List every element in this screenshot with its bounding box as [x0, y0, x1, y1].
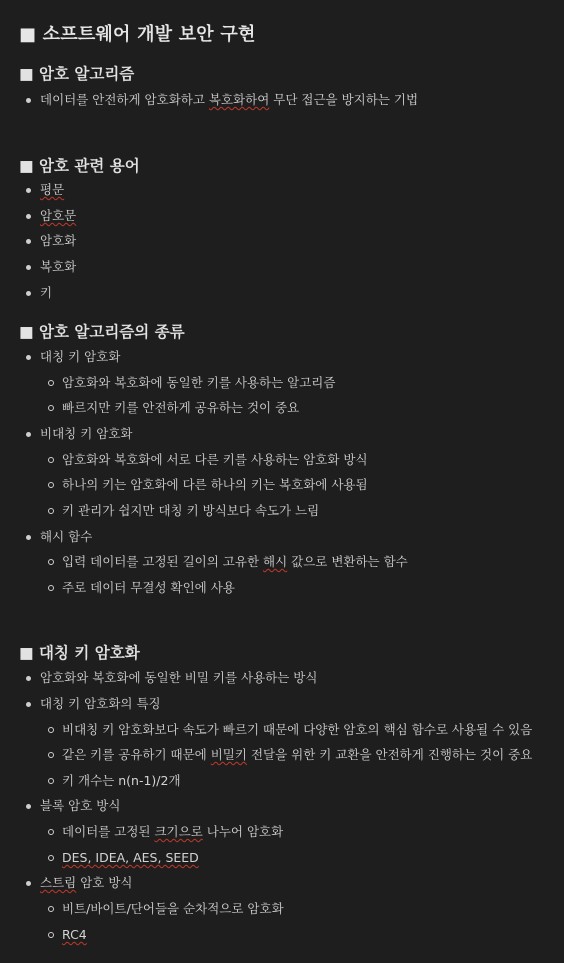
section-heading-crypto-terms: ■ 암호 관련 용어 — [19, 157, 140, 175]
spellcheck-word: 스트림 — [40, 875, 77, 890]
list-item-text: 해시 함수 — [40, 529, 93, 544]
list-item-text: 키 — [40, 285, 53, 300]
circle-bullet-icon — [48, 482, 54, 488]
list-item-text: 전달을 위한 키 교환을 안전하게 진행하는 것이 중요 — [246, 747, 533, 762]
list-item — [40, 696, 161, 712]
list-item — [40, 426, 132, 442]
circle-bullet-icon — [48, 829, 54, 835]
list-item-text: 비대칭 키 암호화 — [40, 426, 133, 441]
list-subitem — [62, 554, 408, 570]
bullet-icon — [26, 535, 31, 540]
list-item-text: 데이터를 안전하게 암호화하고 — [40, 92, 209, 107]
list-item — [40, 208, 76, 224]
list-subitem — [62, 773, 181, 789]
list-subitem — [62, 477, 368, 493]
circle-bullet-icon — [48, 855, 54, 861]
bullet-icon — [26, 188, 31, 193]
spellcheck-word: DES, IDEA, AES, SEED — [62, 850, 199, 865]
list-item-text: 비대칭 키 암호화보다 속도가 빠르기 때문에 다양한 암호의 핵심 함수로 사용될 수 있음 — [62, 722, 533, 737]
spellcheck-word: 비밀키 — [210, 747, 247, 762]
list-item-text: 비트/바이트/단어들을 순차적으로 암호화 — [62, 901, 284, 916]
list-item-text: 암호화 — [40, 233, 77, 248]
list-subitem — [62, 503, 319, 519]
list-item-text: 암호화와 복호화에 서로 다른 키를 사용하는 암호화 방식 — [62, 452, 368, 467]
section-heading-algorithm-types: ■ 암호 알고리즘의 종류 — [19, 323, 185, 341]
bullet-icon — [26, 239, 31, 244]
list-subitem — [62, 850, 199, 866]
list-item — [40, 875, 132, 891]
bullet-icon — [26, 265, 31, 270]
list-item — [40, 92, 418, 108]
bullet-icon — [26, 702, 31, 707]
bullet-icon — [26, 881, 31, 886]
list-item-text: 암호화와 복호화에 동일한 비밀 키를 사용하는 방식 — [40, 670, 318, 685]
circle-bullet-icon — [48, 727, 54, 733]
list-item — [40, 529, 92, 545]
list-item-text: 데이터를 고정된 — [62, 824, 155, 839]
circle-bullet-icon — [48, 752, 54, 758]
list-item — [40, 259, 76, 275]
list-item — [40, 798, 120, 814]
list-subitem — [62, 580, 235, 596]
list-subitem — [62, 927, 87, 943]
list-item-text: 주로 데이터 무결성 확인에 사용 — [62, 580, 235, 595]
list-subitem — [62, 747, 532, 763]
list-subitem — [62, 901, 284, 917]
spellcheck-word: RC4 — [62, 927, 87, 942]
circle-bullet-icon — [48, 559, 54, 565]
list-subitem — [62, 824, 283, 840]
list-item-text: 입력 데이터를 고정된 길이의 고유한 — [62, 554, 263, 569]
list-item-text: 대칭 키 암호화 — [40, 349, 121, 364]
list-subitem — [62, 452, 368, 468]
list-item-text: 블록 암호 방식 — [40, 798, 121, 813]
list-item-text: 나누어 암호화 — [202, 824, 284, 839]
spellcheck-word: 암호문 — [40, 208, 77, 223]
list-item-text: 하나의 키는 암호화에 다른 하나의 키는 복호화에 사용됨 — [62, 477, 368, 492]
list-item-text: 같은 키를 공유하기 때문에 — [62, 747, 211, 762]
list-item-text: 복호화 — [40, 259, 77, 274]
circle-bullet-icon — [48, 380, 54, 386]
bullet-icon — [26, 214, 31, 219]
circle-bullet-icon — [48, 457, 54, 463]
spellcheck-word: 평문 — [40, 182, 65, 197]
bullet-icon — [26, 98, 31, 103]
bullet-icon — [26, 676, 31, 681]
bullet-icon — [26, 432, 31, 437]
circle-bullet-icon — [48, 932, 54, 938]
bullet-icon — [26, 355, 31, 360]
list-item — [40, 285, 52, 301]
list-item-text: 대칭 키 암호화의 특징 — [40, 696, 161, 711]
spellcheck-word: 복호화하여 — [208, 92, 270, 107]
circle-bullet-icon — [48, 508, 54, 514]
list-item-text: 암호화와 복호화에 동일한 키를 사용하는 알고리즘 — [62, 375, 336, 390]
section-heading-symmetric-key: ■ 대칭 키 암호화 — [19, 644, 140, 662]
circle-bullet-icon — [48, 778, 54, 784]
bullet-icon — [26, 804, 31, 809]
list-item-text: 키 개수는 n(n-1)/2개 — [62, 773, 181, 788]
section-heading-crypto-algorithm: ■ 암호 알고리즘 — [19, 65, 135, 83]
spellcheck-word: 해시 — [263, 554, 288, 569]
bullet-icon — [26, 291, 31, 296]
circle-bullet-icon — [48, 405, 54, 411]
list-subitem — [62, 400, 299, 416]
list-item-text: 암호 방식 — [76, 875, 133, 890]
list-subitem — [62, 375, 335, 391]
list-item-text: 키 관리가 쉽지만 대칭 키 방식보다 속도가 느림 — [62, 503, 320, 518]
list-item — [40, 670, 317, 686]
list-item — [40, 349, 120, 365]
circle-bullet-icon — [48, 585, 54, 591]
list-item-text: 값으로 변환하는 함수 — [287, 554, 408, 569]
circle-bullet-icon — [48, 906, 54, 912]
list-item — [40, 233, 76, 249]
list-subitem — [62, 722, 532, 738]
list-item-text: 무단 접근을 방지하는 기법 — [269, 92, 419, 107]
spellcheck-word: 크기으로 — [154, 824, 203, 839]
page-title: ■ 소프트웨어 개발 보안 구현 — [19, 24, 256, 45]
list-item-text: 빠르지만 키를 안전하게 공유하는 것이 중요 — [62, 400, 300, 415]
list-item — [40, 182, 64, 198]
